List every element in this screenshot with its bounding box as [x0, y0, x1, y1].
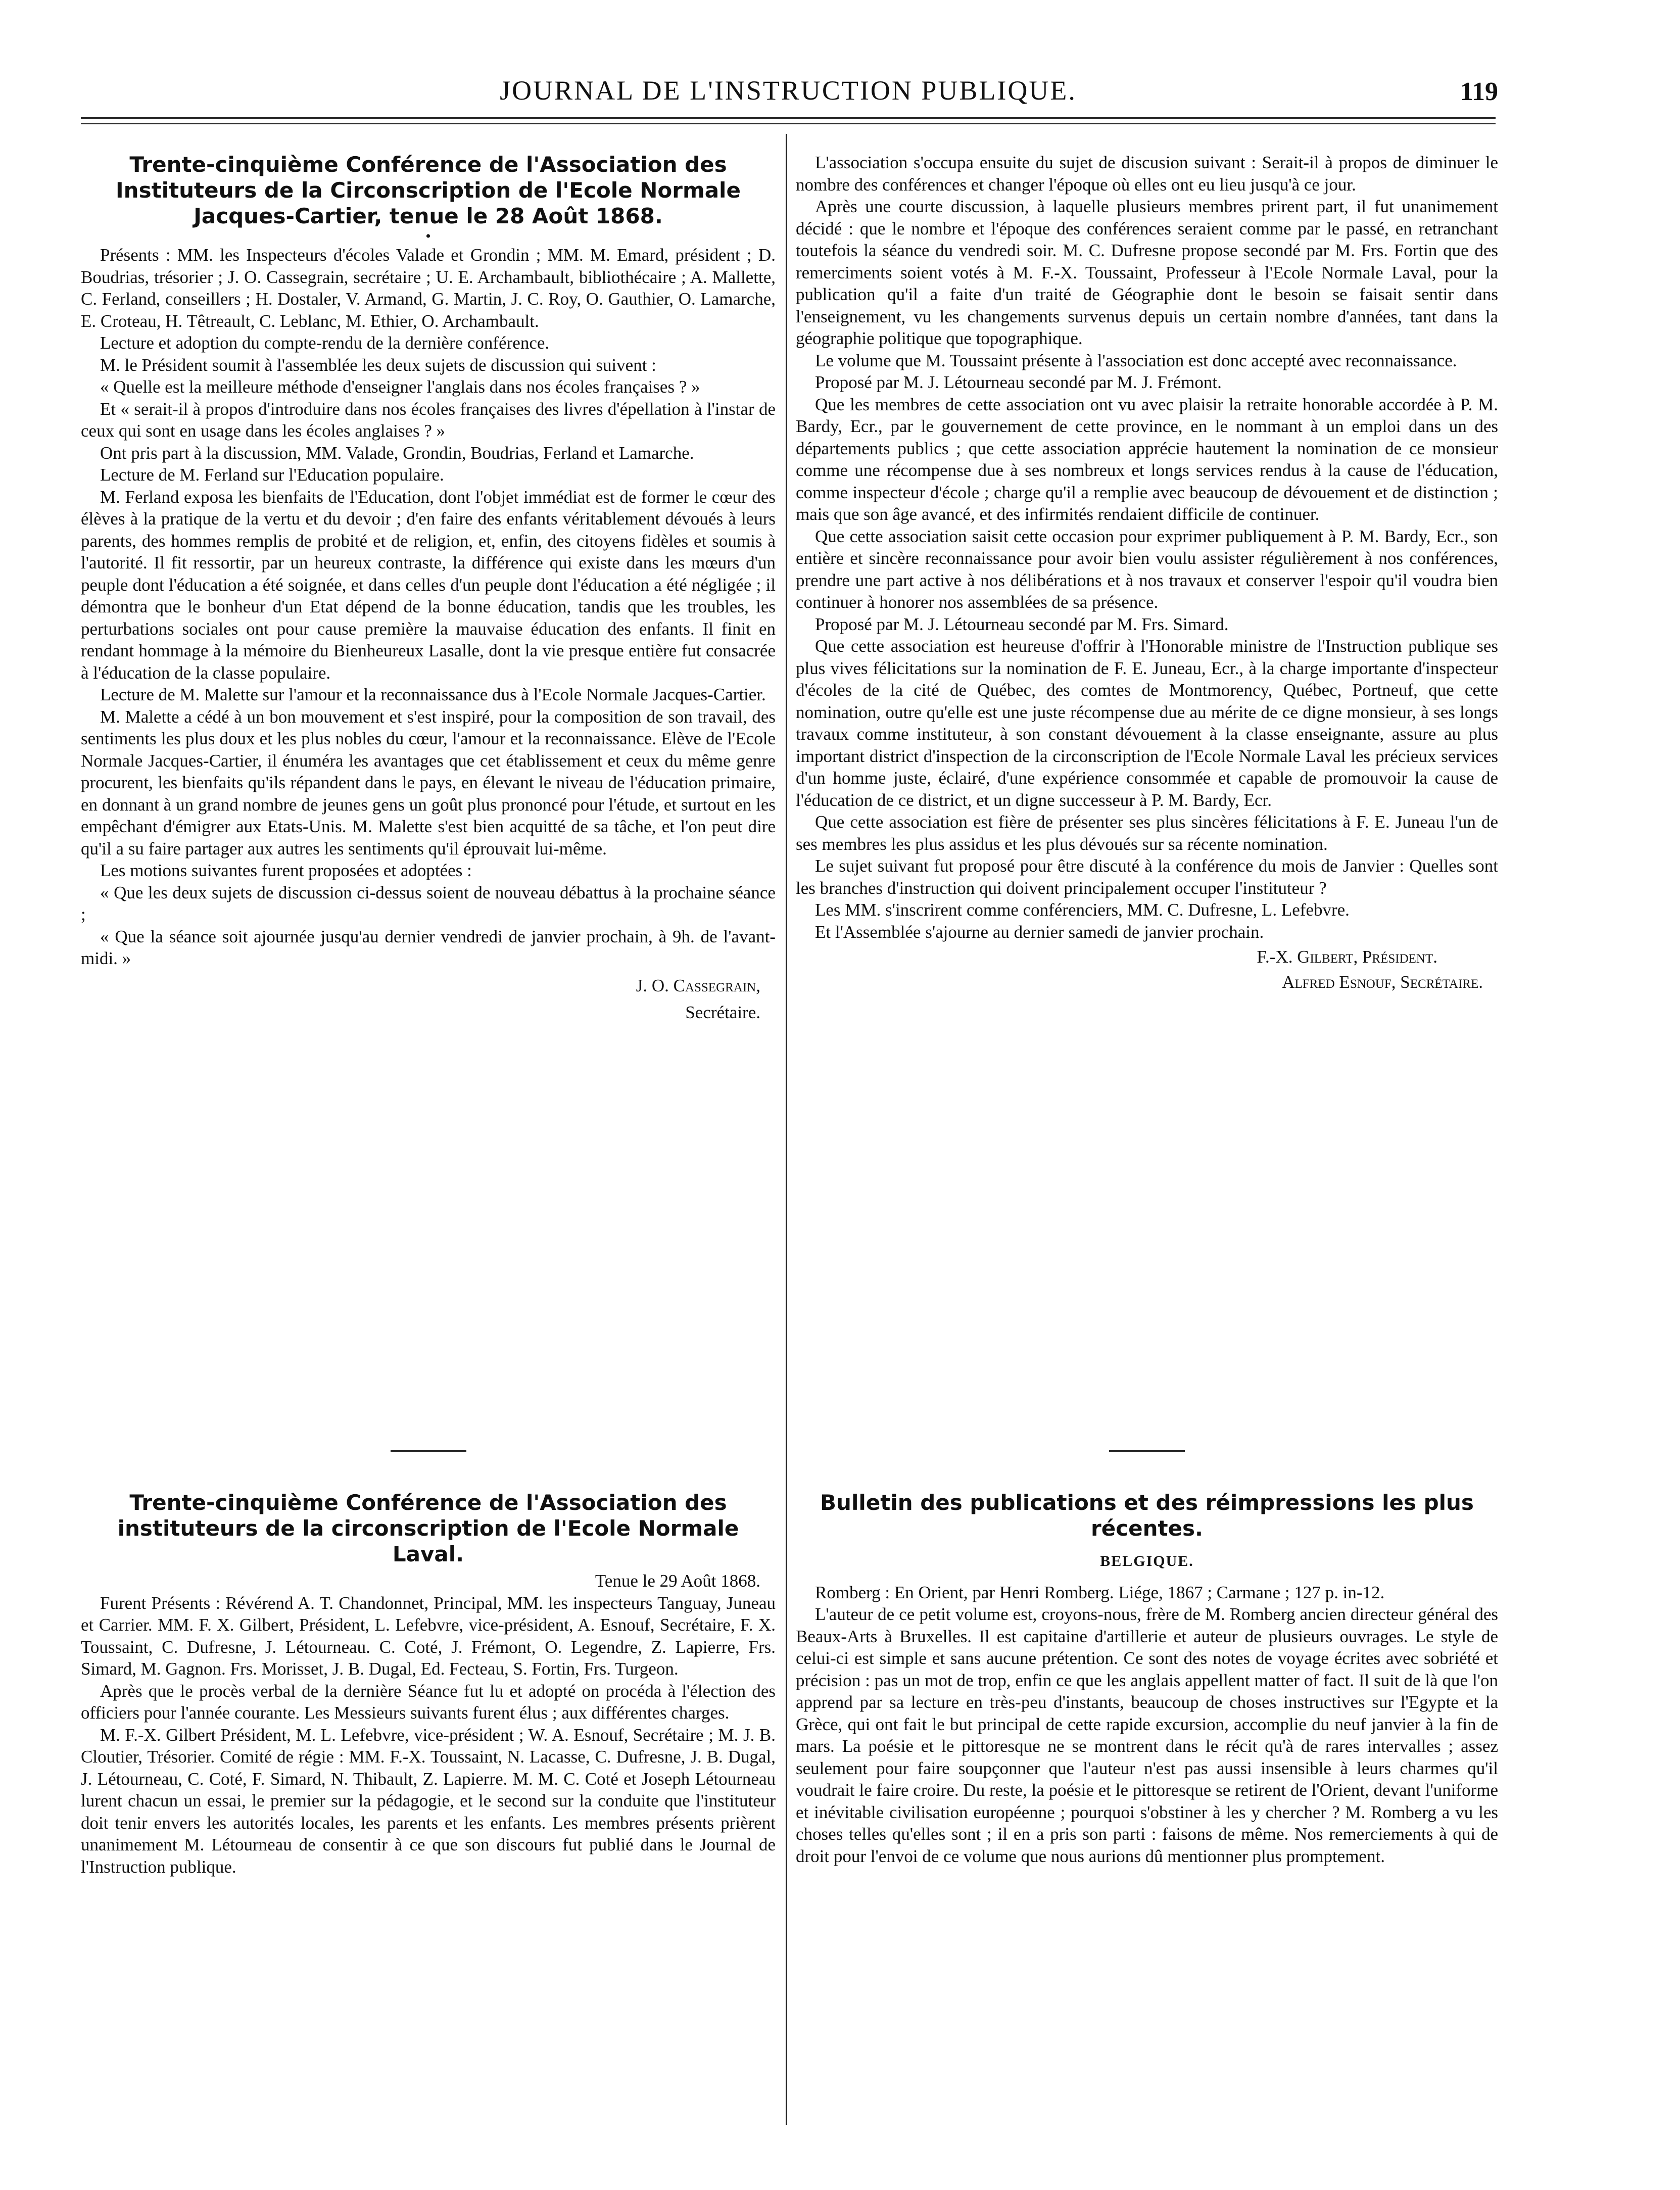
- paragraph: Présents : MM. les Inspecteurs d'écoles Valade et Grondin ; MM. M. Emard, président ; D. Boudrias, trésorier ; J. O. Cassegrain, secrétaire ; U. E. Archambault, bibliothécaire ; A. Mallette, C. Ferland, conseillers ; H. Dostaler, V. Armand, G. Martin, J. C. Roy, O. Gauthier, O. Lamarche, E. Croteau, H. Têtreault, C. Leblanc, M. Ethier, O. Archambault.: [81, 245, 776, 331]
- paragraph: Que les membres de cette association ont vu avec plaisir la retraite honorable accordée à P. M. Bardy, Ecr., par le gouvernement de cette province, en le nommant à un emploi dans un des départements publics ; que cette association apprécie hautement la nomination de ce monsieur comme une récompense due à ses nombreux et longs services rendus à la cause de l'éducation, comme inspecteur d'école ; charge qu'il a remplie avec beaucoup de dévouement et de distinction ; mais que son âge avancé, et des infirmités rendaient difficile de continuer.: [796, 394, 1498, 524]
- paragraph: « Que la séance soit ajournée jusqu'au dernier vendredi de janvier prochain, à 9h. de l'avant-midi. »: [81, 926, 776, 968]
- paragraph: M. F.-X. Gilbert Président, M. L. Lefebvre, vice-président ; W. A. Esnouf, Secrétaire ; M. J. B. Cloutier, Trésorier. Comité de régie : MM. F.-X. Toussaint, N. Lacasse, C. Dufresne, J. B. Dugal, J. Létourneau, C. Coté, F. Simard, N. Thibault, Z. Lapierre. M. M. C. Coté et Joseph Létourneau lurent chacun un essai, le premier sur la pédagogie, et le second sur la conduite que l'instituteur doit tenir envers les autorités locales, les parents et les enfants. Les membres présents prièrent unanimement M. Létourneau de consentir à ce que son discours fut publié dans le Journal de l'Instruction publique.: [81, 1725, 776, 1877]
- left-column: [81, 152, 776, 1024]
- header-rule-thin: [81, 123, 1496, 124]
- header-rule: [81, 117, 1496, 119]
- paragraph: Les MM. s'inscrirent comme conférenciers, MM. C. Dufresne, L. Lefebvre.: [815, 900, 1350, 920]
- paragraph: Le volume que M. Toussaint présente à l'association est donc accepté avec reconnaissance.: [815, 350, 1457, 370]
- separator-rule: [391, 1450, 466, 1452]
- date-line: Tenue le 29 Août 1868.: [595, 1571, 760, 1591]
- paragraph: Furent Présents : Révérend A. T. Chandonnet, Principal, MM. les inspecteurs Tanguay, Juneau et Carrier. MM. F. X. Gilbert, Président, L. Lefebvre, vice-président, A. Esnouf, Secrétaire, F. X. Toussaint, C. Dufresne, J. Létourneau. C. Coté, J. Frémont, O. Legendre, Z. Lapierre, Frs. Simard, M. Gagnon. Frs. Morisset, J. B. Dugal, Ed. Fecteau, S. Fortin, Frs. Turgeon.: [81, 1593, 776, 1679]
- article-title: Trente-cinquième Conférence de l'Association des instituteurs de la circonscription de l'Ecole Normale Laval.: [117, 1490, 739, 1566]
- paragraph: Lecture de M. Ferland sur l'Education populaire.: [100, 465, 444, 485]
- bulletin-title: Bulletin des publications et des réimpressions les plus récentes.: [820, 1490, 1474, 1541]
- left-column-lower: [81, 1450, 776, 1878]
- paragraph: Le sujet suivant fut proposé pour être discuté à la conférence du mois de Janvier : Quelles sont les branches d'instruction qui doivent principalement occuper l'instituteur ?: [796, 856, 1498, 898]
- column-divider: [786, 134, 787, 2125]
- paragraph: Ont pris part à la discussion, MM. Valade, Grondin, Boudrias, Ferland et Lamarche.: [100, 443, 694, 463]
- separator-rule: [1109, 1450, 1185, 1452]
- paragraph: M. le Président soumit à l'assemblée les deux sujets de discussion qui suivent :: [100, 355, 656, 375]
- paragraph: Après une courte discussion, à laquelle plusieurs membres prirent part, il fut unanimement décidé : que le nombre et l'époque des conférences seraient comme par le passé, en retranchant toutefois la séance du vendredi soir. M. C. Dufresne propose secondé par M. Frs. Fortin que des remerciments soient votés à M. F.-X. Toussaint, Professeur à l'Ecole Normale Laval, pour la publication qu'il a faite d'un traité de Géographie dont le besoin se faisait sentir dans l'enseignement, vu les changements survenus depuis un certain nombre d'années, tant dans la géographie politique que topographique.: [796, 197, 1498, 348]
- signature-name: J. O. Cassegrain,: [636, 975, 760, 995]
- paragraph: Que cette association est fière de présenter ses plus sincères félicitations à F. E. Juneau l'un de ses membres les plus assidus et les plus dévoués sur sa récente nomination.: [796, 812, 1498, 854]
- paragraph: « Quelle est la meilleure méthode d'enseigner l'anglais dans nos écoles françaises ? »: [100, 377, 700, 397]
- signature-role: Secrétaire.: [685, 1003, 760, 1022]
- paragraph: Lecture de M. Malette sur l'amour et la reconnaissance dus à l'Ecole Normale Jacques-Cartier.: [100, 685, 766, 704]
- section-heading: BELGIQUE.: [1100, 1553, 1194, 1569]
- right-column-lower: [796, 1450, 1498, 1867]
- page-number: 119: [1460, 77, 1498, 106]
- paragraph: Les motions suivantes furent proposées et adoptées :: [100, 861, 472, 880]
- article-title: Trente-cinquième Conférence de l'Association des Instituteurs de la Circonscription de l'Ecole Normale Jacques-Cartier, tenue le 28 Août 1868.: [116, 152, 741, 228]
- paragraph: Et l'Assemblée s'ajourne au dernier samedi de janvier prochain.: [815, 922, 1264, 942]
- paragraph: Que cette association est heureuse d'offrir à l'Honorable ministre de l'Instruction publique ses plus vives félicitations sur la nomination de F. E. Juneau, Ecr., à la charge importante d'inspecteur d'écoles de la cité de Québec, des comtes de Montmorency, Québec, Portneuf, que cette nomination, outre qu'elle est une juste récompense due au mérite de ce digne monsieur, à ses longs travaux comme instituteur, à son constant dévouement à la classe enseignante, assure au plus important district d'inspection de la circonscription de l'Ecole Normale Laval les précieux services d'un homme juste, éclairé, d'une expérience consommée et capable de promouvoir la cause de l'éducation de ce district, et un digne successeur à P. M. Bardy, Ecr.: [796, 636, 1498, 810]
- paragraph: « Que les deux sujets de discussion ci-dessus soient de nouveau débattus à la prochaine séance ;: [81, 882, 776, 924]
- paragraph: L'auteur de ce petit volume est, croyons-nous, frère de M. Romberg ancien directeur général des Beaux-Arts à Bruxelles. Il est capitaine d'artillerie et auteur de plusieurs ouvrages. Le style de celui-ci est simple et sans aucune prétention. Ce sont des notes de voyage écrites avec sobriété et précision : pas un mot de trop, enfin ce que les anglais appellent matter of fact. Il suit de là que l'on apprend par sa lecture en très-peu d'instants, beaucoup de choses instructives sur l'Egypte et la Grèce, qui ont fait le but principal de cette rapide excursion, accomplie du neuf janvier à la fin de mars. La poésie et le pittoresque ne se montrent dans le récit qu'à de rares intervalles ; assez seulement pour faire soupçonner que l'auteur n'est pas aussi insensible à leurs charmes qu'il voudrait le faire croire. Du reste, la poésie et le pittoresque se retirent de l'Orient, devant l'uniforme et inévitable civilisation européenne ; pourquoi s'obstiner à les y chercher ? M. Romberg a vu les choses telles qu'elles sont ; il en a pris son parti : faisons de même. Nos remerciements à qui de droit pour l'envoi de ce volume que nous aurions dû mentionner plus promptement.: [796, 1604, 1498, 1866]
- running-title: JOURNAL DE L'INSTRUCTION PUBLIQUE.: [500, 75, 1077, 106]
- signature-president: F.-X. Gilbert, Président.: [1257, 947, 1437, 967]
- paragraph: L'association s'occupa ensuite du sujet de discusion suivant : Serait-il à propos de diminuer le nombre des conférences et changer l'époque où elles ont eu lieu jusqu'à ce jour.: [796, 153, 1498, 195]
- bulletin-entry: Romberg : En Orient, par Henri Romberg. Liége, 1867 ; Carmane ; 127 p. in-12.: [815, 1582, 1385, 1602]
- signature-secretary: Alfred Esnouf, Secrétaire.: [1282, 972, 1483, 992]
- paragraph: Que cette association saisit cette occasion pour exprimer publiquement à P. M. Bardy, Ecr., son entière et sincère reconnaissance pour avoir bien voulu assister régulièrement à nos conférences, prendre une part active à nos délibérations et à nos travaux et conserver l'espoir qu'il voudra bien continuer à honorer nos assemblées de sa présence.: [796, 526, 1498, 612]
- paragraph: M. Ferland exposa les bienfaits de l'Education, dont l'objet immédiat est de former le cœur des élèves à la pratique de la vertu et du devoir ; d'en faire des enfants véritablement dévoués à leurs parents, des hommes remplis de probité et de religion, et, enfin, des citoyens fidèles et soumis à l'autorité. Il fit ressortir, par un heureux contraste, la différence qui existe dans les mœurs d'un peuple dont l'éducation a été soignée, et dans celles d'un peuple dont l'éducation a été négligée ; il démontra que le bonheur d'un Etat dépend de la bonne éducation, tandis que les troubles, les perturbations sociales ont pour cause première la mauvaise éducation des enfants. Il finit en rendant hommage à la mémoire du Bienheureux Lasalle, dont la vie presque entière fut consacrée à l'éducation de la classe populaire.: [81, 487, 776, 683]
- paragraph: Après que le procès verbal de la dernière Séance fut lu et adopté on procéda à l'élection des officiers pour l'année courante. Les Messieurs suivants furent élus ; aux différentes charges.: [81, 1681, 776, 1723]
- paragraph: Et « serait-il à propos d'introduire dans nos écoles françaises des livres d'épellation à l'instar de ceux qui sont en usage dans les écoles anglaises ? »: [81, 399, 776, 441]
- ornament-dot: •: [425, 228, 431, 245]
- paragraph: Lecture et adoption du compte-rendu de la dernière conférence.: [100, 333, 550, 353]
- right-column: [796, 152, 1498, 993]
- paragraph: Proposé par M. J. Létourneau secondé par M. J. Frémont.: [815, 372, 1222, 392]
- paragraph: Proposé par M. J. Létourneau secondé par M. Frs. Simard.: [815, 614, 1229, 634]
- paragraph: M. Malette a cédé à un bon mouvement et s'est inspiré, pour la composition de son travail, des sentiments les plus doux et les plus nobles du cœur, l'amour et la reconnaissance. Elève de l'Ecole Normale Jacques-Cartier, il énuméra les avantages que cet établissement et ceux du même genre procurent, les bienfaits qu'ils répandent dans le pays, en élevant le niveau de l'éducation primaire, en donnant à un grand nombre de jeunes gens un goût plus prononcé pour l'étude, et surtout en les empêchant d'émigrer aux Etats-Unis. M. Malette s'est bien acquitté de sa tâche, et l'on peut dire qu'il a su faire partager aux autres les sentiments qu'il éprouvait lui-même.: [81, 706, 776, 859]
